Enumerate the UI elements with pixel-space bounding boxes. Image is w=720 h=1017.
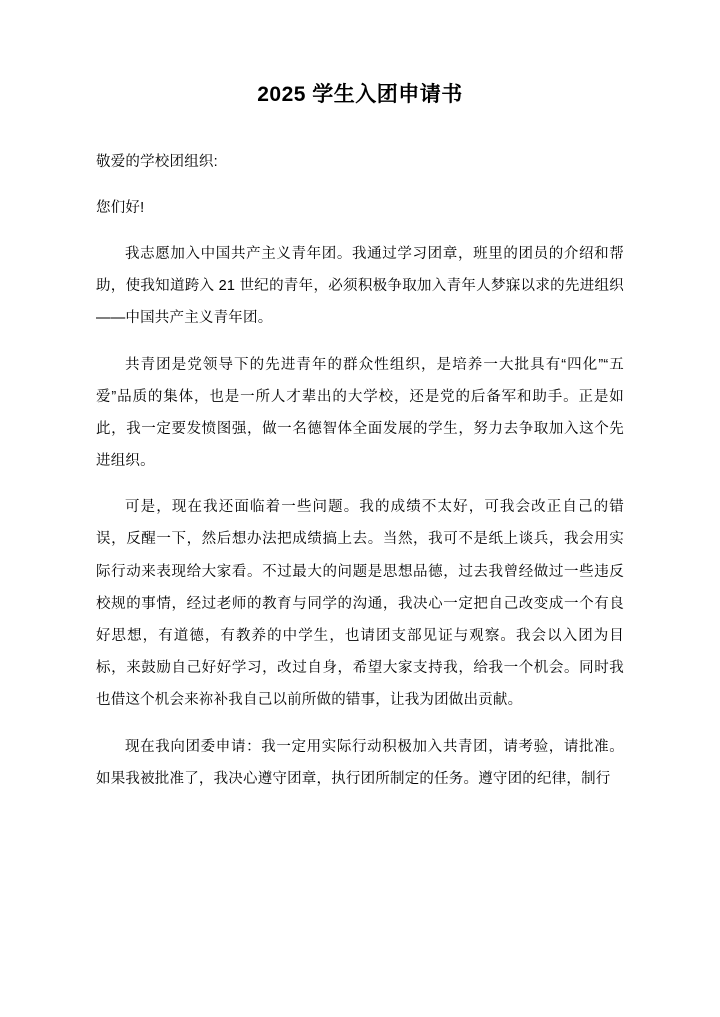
page-title: 2025 学生入团申请书 xyxy=(257,83,463,106)
body-paragraph-3: 可是，现在我还面临着一些问题。我的成绩不太好，可我会改正自己的错误，反醒一下，然后想办法把成绩搞上去。当然，我可不是纸上谈兵，我会用实际行动来表现给大家看。不过最大的问题是思想品德，过去我曾经做过一些违反校规的事情，经过老师的教育与同学的沟通，我决心一定把自己改变成一个有良好思想，有道德，有教养的中学生，也请团支部见证与观察。我会以入团为目标，来鼓励自己好好学习，改过自身，希望大家支持我，给我一个机会。同时我也借这个机会来祢补我自己以前所做的错事，让我为团做出贡献。 xyxy=(96,499,624,709)
salutation-paragraph: 敬爱的学校团组织: xyxy=(96,153,218,170)
body-paragraph-2: 共青团是党领导下的先进青年的群众性组织，是培养一大批具有“四化”“五爱”品质的集体，也是一所人才辈出的大学校，还是党的后备军和助手。正是如此，我一定要发愤图强，做一名德智体全面发展的学生，努力去争取加入这个先进组织。 xyxy=(96,356,624,470)
body-paragraph-1: 我志愿加入中国共产主义青年团。我通过学习团章，班里的团员的介绍和帮助，使我知道跨入 21 世纪的青年，必须积极争取加入青年人梦寐以求的先进组织——中国共产主义青年团。 xyxy=(96,245,624,327)
body-paragraph-4: 现在我向团委申请：我一定用实际行动积极加入共青团，请考验，请批准。如果我被批准了，我决心遵守团章，执行团所制定的任务。遵守团的纪律，制行 xyxy=(96,738,624,787)
greeting-paragraph: 您们好! xyxy=(96,199,145,216)
